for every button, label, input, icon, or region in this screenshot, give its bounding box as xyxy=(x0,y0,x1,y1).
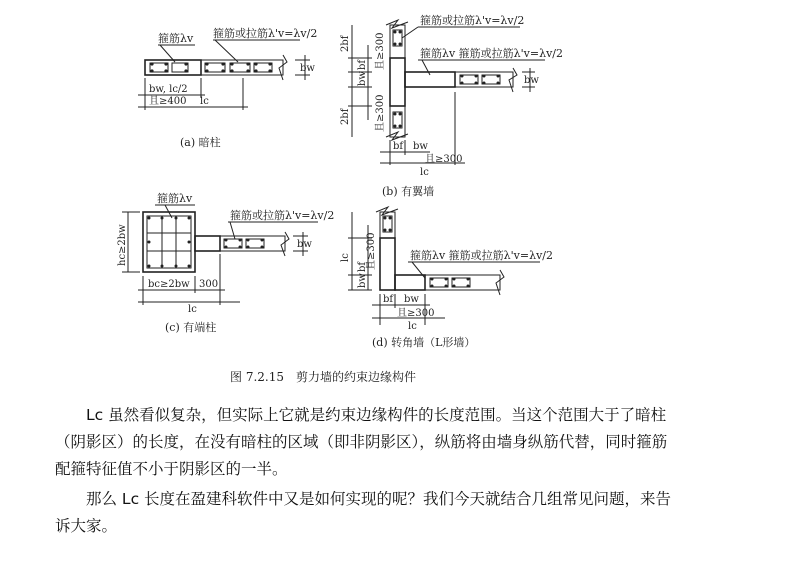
a-caption: (a) 暗柱 xyxy=(180,136,221,149)
d-bf-left: bf xyxy=(357,261,368,272)
a-stirrup-label: 箍筋λv xyxy=(158,32,194,45)
p2-line-2: 诉大家。 xyxy=(55,517,118,535)
b-caption: (b) 有翼墙 xyxy=(382,185,435,198)
panel-d-corner-wall xyxy=(340,207,553,349)
a-ge400-dim: 且≥400 xyxy=(149,96,187,107)
b-tie-top-label: 箍筋或拉筋λ'v=λv/2 xyxy=(420,14,525,27)
c-stirrup-label: 箍筋λv xyxy=(157,192,193,205)
paragraph-intro-questions xyxy=(55,486,755,540)
figure-caption: 图 7.2.15 剪力墙的约束边缘构件 xyxy=(230,370,416,384)
c-bc-dim: bc≥2bw xyxy=(148,279,190,290)
a-lc-dim: lc xyxy=(200,96,209,107)
a-bw-right: bw xyxy=(300,63,315,74)
p1-line-3: 配箍特征值不小于阴影区的一半。 xyxy=(55,460,288,478)
b-2bf-bottom: 2bf xyxy=(340,108,351,125)
b-ge300-bottom: 且≥300 xyxy=(375,94,386,132)
b-bw-bottom: bw xyxy=(413,141,428,152)
c-hc-dim: hc≥2bw xyxy=(117,224,128,266)
b-2bf-top: 2bf xyxy=(340,35,351,52)
p2-line-1: 那么 Lc 长度在盈建科软件中又是如何实现的呢？我们今天就结合几组常见问题，来告 xyxy=(86,490,672,508)
c-bw-right: bw xyxy=(297,239,312,250)
b-bf-bottom: bf xyxy=(393,141,404,152)
a-bw-lc-dim: bw, lc/2 xyxy=(149,84,188,95)
d-ge300-left: 且≥300 xyxy=(366,232,377,270)
b-bw-left: bw xyxy=(357,71,368,86)
d-lc-bottom: lc xyxy=(408,321,417,332)
d-mixed-label: 箍筋λv 箍筋或拉筋λ'v=λv/2 xyxy=(410,249,553,262)
a-tie-label: 箍筋或拉筋λ'v=λv/2 xyxy=(213,27,318,40)
p1-line-2: （阴影区）的长度，在没有暗柱的区域（即非阴影区），纵筋将由墙身纵筋代替，同时箍筋 xyxy=(55,433,668,451)
b-bf-left: bf xyxy=(357,59,368,70)
d-bf-bottom: bf xyxy=(383,294,394,305)
d-lc-left: lc xyxy=(340,253,351,262)
c-tie-label: 箍筋或拉筋λ'v=λv/2 xyxy=(230,209,335,222)
b-ge300-bottom-dim: 且≥300 xyxy=(425,154,463,165)
b-bw-right: bw xyxy=(524,75,539,86)
c-caption: (c) 有端柱 xyxy=(165,321,217,334)
panel-b-flanged-wall xyxy=(340,13,563,198)
d-ge300-bottom: 且≥300 xyxy=(397,308,435,319)
b-mixed-label: 箍筋λv 箍筋或拉筋λ'v=λv/2 xyxy=(420,47,563,60)
paragraph-lc-explanation xyxy=(55,402,755,483)
d-caption: (d) 转角墙（L形墙） xyxy=(372,336,476,349)
panel-a-hidden-column xyxy=(138,26,317,149)
b-lc-dim: lc xyxy=(420,167,429,178)
d-bw-left: bw xyxy=(357,273,368,288)
panel-c-end-column xyxy=(117,191,334,334)
b-ge300-top: 且≥300 xyxy=(375,32,386,70)
c-lc-dim: lc xyxy=(188,304,197,315)
c-300-dim: 300 xyxy=(199,279,219,290)
d-bw-bottom: bw xyxy=(404,294,419,305)
p1-line-1: Lc 虽然看似复杂，但实际上它就是约束边缘构件的长度范围。当这个范围大于了暗柱 xyxy=(86,406,667,424)
